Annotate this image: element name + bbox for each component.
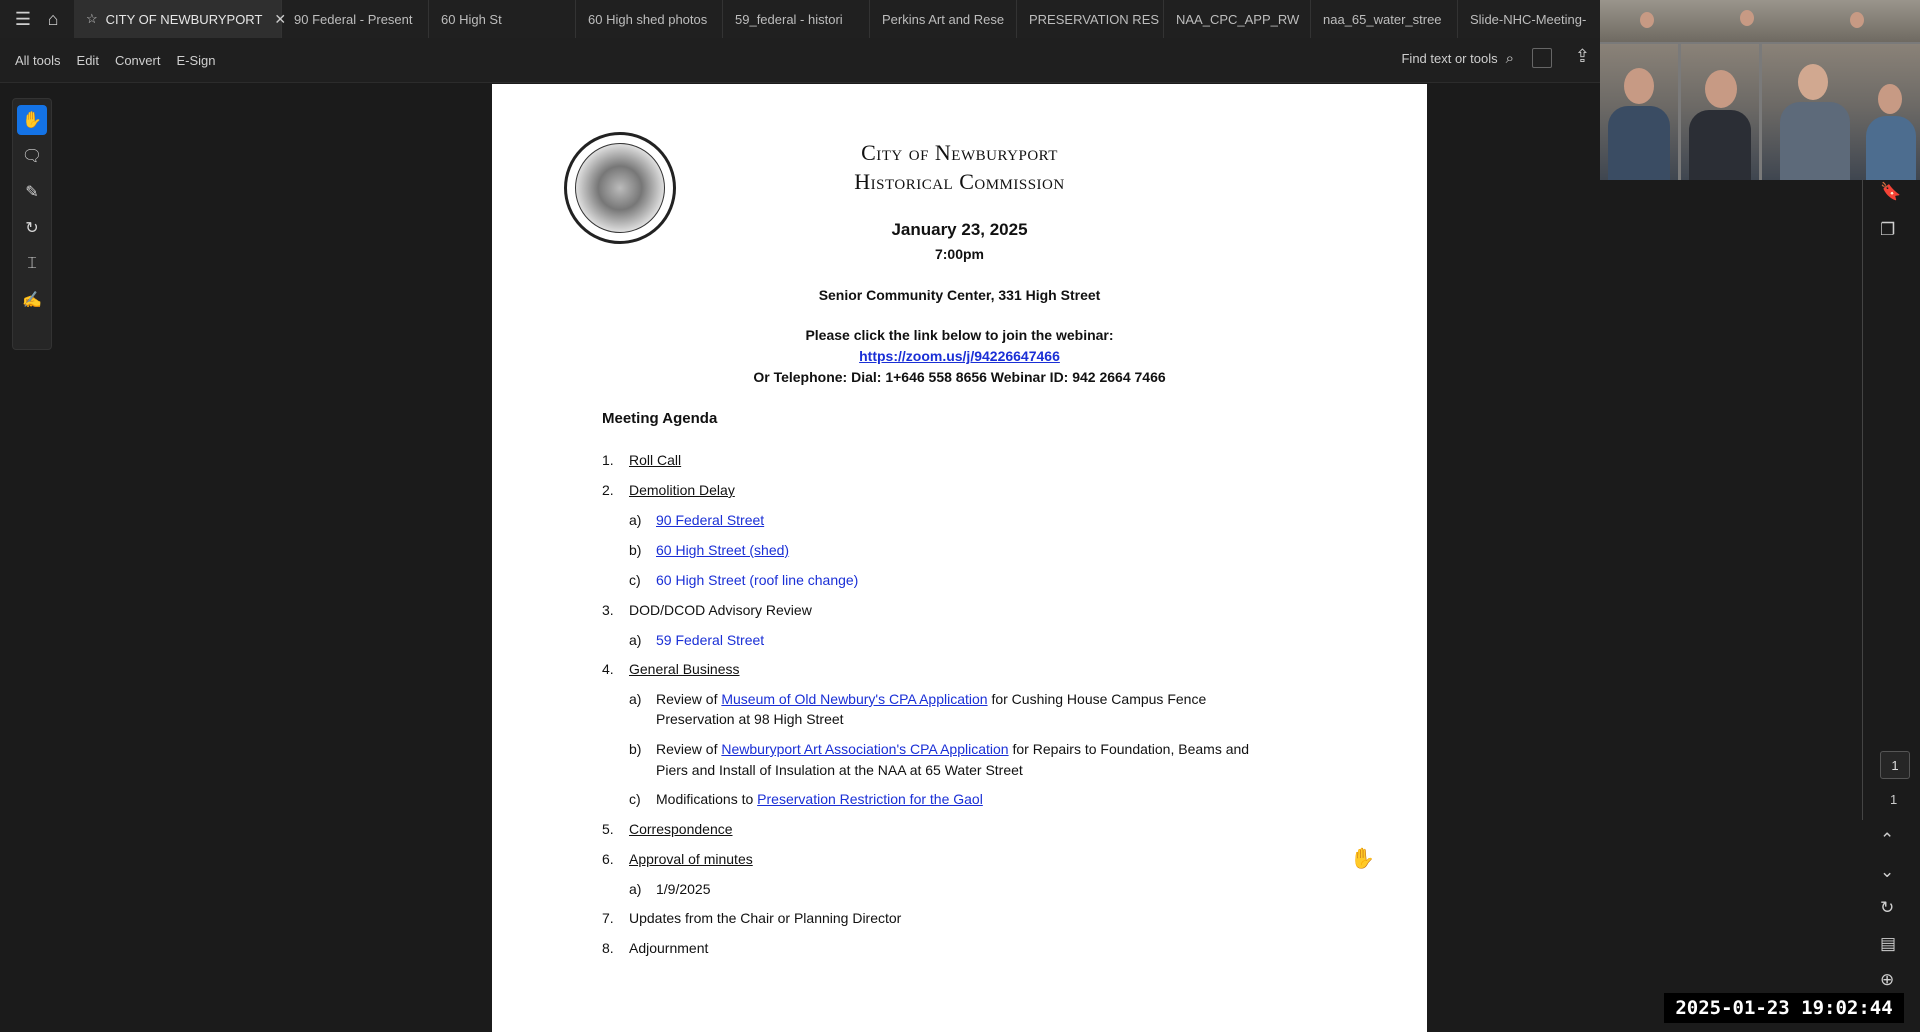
meeting-location: Senior Community Center, 331 High Street	[818, 287, 1101, 303]
tab-city-of-newburyport[interactable]	[74, 0, 287, 38]
item-link[interactable]: Newburyport Art Association's CPA Application	[721, 741, 1009, 757]
item-number: a)	[629, 691, 642, 707]
menu-esign[interactable]: E-Sign	[176, 52, 216, 68]
menu-icon[interactable]: ☰	[14, 8, 32, 29]
hand-tool-icon[interactable]: ✋	[17, 105, 47, 135]
item-text: 1/9/2025	[656, 881, 711, 897]
item-link[interactable]: 59 Federal Street	[656, 632, 765, 648]
tab-60-high-st[interactable]	[429, 0, 576, 38]
item-text: Approval of minutes	[629, 851, 753, 867]
text-select-tool-icon[interactable]: ⌶	[27, 255, 37, 272]
agenda-item-2c	[629, 570, 859, 590]
tab-slide-nhc[interactable]	[1458, 0, 1588, 38]
item-number: b)	[629, 741, 642, 757]
item-number: a)	[629, 512, 642, 528]
item-text: DOD/DCOD Advisory Review	[629, 602, 812, 618]
video-timestamp: 2025-01-23 19:02:44	[1664, 993, 1904, 1023]
tab-perkins[interactable]	[870, 0, 1017, 38]
agenda-item-2a	[629, 510, 765, 530]
pages-icon[interactable]: ❐	[1880, 220, 1896, 239]
item-text: General Business	[629, 661, 740, 677]
tab-label: 60 High St	[441, 11, 502, 27]
participant-video-tile	[1762, 44, 1920, 180]
item-link[interactable]: Preservation Restriction for the Gaol	[757, 791, 983, 807]
meeting-time: 7:00pm	[934, 246, 985, 262]
sign-tool-icon[interactable]: ✍	[22, 292, 42, 309]
item-text: Adjournment	[629, 940, 709, 956]
hand-cursor-icon: ✋	[1350, 848, 1375, 870]
item-text: Modifications to	[656, 791, 758, 807]
chevron-down-icon[interactable]: ⌄	[1880, 862, 1895, 881]
meeting-date: January 23, 2025	[891, 220, 1028, 239]
tab-label: PRESERVATION RES	[1029, 11, 1160, 27]
item-text: Demolition Delay	[629, 482, 735, 498]
item-link[interactable]: 60 High Street (shed)	[656, 542, 790, 558]
item-text: Review of	[656, 691, 722, 707]
tab-naa-65-water[interactable]	[1311, 0, 1458, 38]
agenda-item-3a	[629, 630, 765, 650]
pen-tool-icon[interactable]: ✎	[25, 184, 39, 201]
menu-edit[interactable]: Edit	[76, 52, 99, 68]
find-label: Find text or tools	[1401, 51, 1498, 66]
item-number: 5.	[602, 821, 614, 837]
item-number: b)	[629, 542, 642, 558]
item-number: 4.	[602, 661, 614, 677]
item-number: c)	[629, 791, 641, 807]
bookmark-icon[interactable]: 🔖	[1880, 182, 1902, 201]
agenda-item-3	[602, 600, 812, 620]
search-icon[interactable]: ⌕	[1505, 50, 1514, 67]
item-link[interactable]: 90 Federal Street	[656, 512, 765, 528]
item-number: 6.	[602, 851, 614, 867]
participant-video-tile	[1681, 44, 1759, 180]
zoom-in-icon[interactable]: ⊕	[1880, 970, 1895, 989]
pdf-page[interactable]	[492, 84, 1427, 1032]
agenda-title: Meeting Agenda	[602, 410, 718, 427]
agenda-item-2b	[629, 540, 790, 560]
tab-bar	[0, 0, 1600, 38]
item-text: Correspondence	[629, 821, 733, 837]
item-number: c)	[629, 572, 641, 588]
item-number: 8.	[602, 940, 614, 956]
close-icon[interactable]: ✕	[274, 10, 287, 27]
comment-tool-icon[interactable]: 🗨	[21, 148, 43, 165]
item-text: Updates from the Chair or Planning Director	[629, 910, 902, 926]
room-video-tile	[1600, 0, 1920, 42]
menu-convert[interactable]: Convert	[114, 52, 161, 68]
page-thumbnail-icon[interactable]: ▤	[1880, 934, 1897, 953]
tab-label: 59_federal - histori	[735, 11, 843, 27]
tab-59-federal[interactable]	[723, 0, 870, 38]
find-tools-search[interactable]	[1401, 50, 1514, 67]
item-number: a)	[629, 881, 642, 897]
item-text: Review of	[656, 741, 722, 757]
tab-label: 60 High shed photos	[588, 11, 708, 27]
item-text-line2: Piers and Install of Insulation at the NAA at 65 Water Street	[656, 762, 1023, 778]
page-total: 1	[1890, 792, 1898, 807]
tab-label: Perkins Art and Rese	[882, 11, 1005, 27]
tab-60-high-shed[interactable]	[576, 0, 723, 38]
tab-label: CITY OF NEWBURYPORT	[105, 11, 263, 27]
menu-all-tools[interactable]: All tools	[15, 52, 61, 68]
upload-icon[interactable]: ⇪	[1574, 46, 1590, 66]
item-number: a)	[629, 632, 642, 648]
agenda-item-4b	[629, 739, 1250, 778]
chevron-up-icon[interactable]: ⌃	[1880, 830, 1895, 849]
zoom-link[interactable]: https://zoom.us/j/94226647466	[859, 348, 1060, 364]
tab-label: Slide-NHC-Meeting-	[1470, 11, 1587, 27]
home-icon[interactable]: ⌂	[47, 8, 59, 29]
save-icon[interactable]	[1532, 48, 1552, 68]
tab-naa-cpc[interactable]	[1164, 0, 1311, 38]
agenda-item-2	[602, 480, 735, 500]
tab-label: NAA_CPC_APP_RW	[1176, 11, 1300, 27]
agenda-item-7	[602, 908, 902, 928]
item-text-line2: Preservation at 98 High Street	[656, 711, 844, 727]
left-tool-rail	[12, 98, 52, 350]
rail-divider	[1862, 180, 1863, 820]
webinar-instruction: Please click the link below to join the webinar:	[805, 327, 1114, 343]
tab-preservation[interactable]	[1017, 0, 1164, 38]
item-link[interactable]: 60 High Street (roof line change)	[656, 572, 859, 588]
agenda-item-5	[602, 819, 733, 839]
tab-90-federal[interactable]	[282, 0, 429, 38]
agenda-item-4	[602, 659, 740, 679]
agenda-item-6a	[629, 879, 711, 899]
commission-title: Historical Commission	[854, 169, 1065, 194]
item-number: 2.	[602, 482, 614, 498]
agenda-item-6	[602, 849, 753, 869]
agenda-item-8	[602, 938, 709, 958]
tab-label: naa_65_water_stree	[1323, 11, 1442, 27]
item-number: 1.	[602, 452, 614, 468]
item-text: for Cushing House Campus Fence	[987, 691, 1207, 707]
participant-video-tile	[1600, 44, 1678, 180]
city-title: City of Newburyport	[861, 140, 1058, 165]
page-number-input[interactable]: 1	[1880, 751, 1910, 779]
video-conference-overlay	[1600, 0, 1920, 180]
agenda-item-4c	[629, 789, 983, 809]
item-text: Roll Call	[629, 452, 682, 468]
agenda-item-4a	[629, 689, 1207, 727]
agenda-item-1	[602, 450, 682, 470]
rotate-icon[interactable]: ↻	[1880, 898, 1895, 917]
toolbar	[0, 38, 1600, 83]
item-link[interactable]: Museum of Old Newbury's CPA Application	[721, 691, 988, 707]
telephone-info: Or Telephone: Dial: 1+646 558 8656 Webinar ID: 942 2664 7466	[753, 369, 1166, 385]
tab-label: 90 Federal - Present	[294, 11, 413, 27]
lasso-tool-icon[interactable]: ↻	[25, 220, 39, 237]
item-number: 3.	[602, 602, 614, 618]
item-text: for Repairs to Foundation, Beams and	[1008, 741, 1250, 757]
star-icon[interactable]: ☆	[86, 11, 98, 26]
item-number: 7.	[602, 910, 614, 926]
